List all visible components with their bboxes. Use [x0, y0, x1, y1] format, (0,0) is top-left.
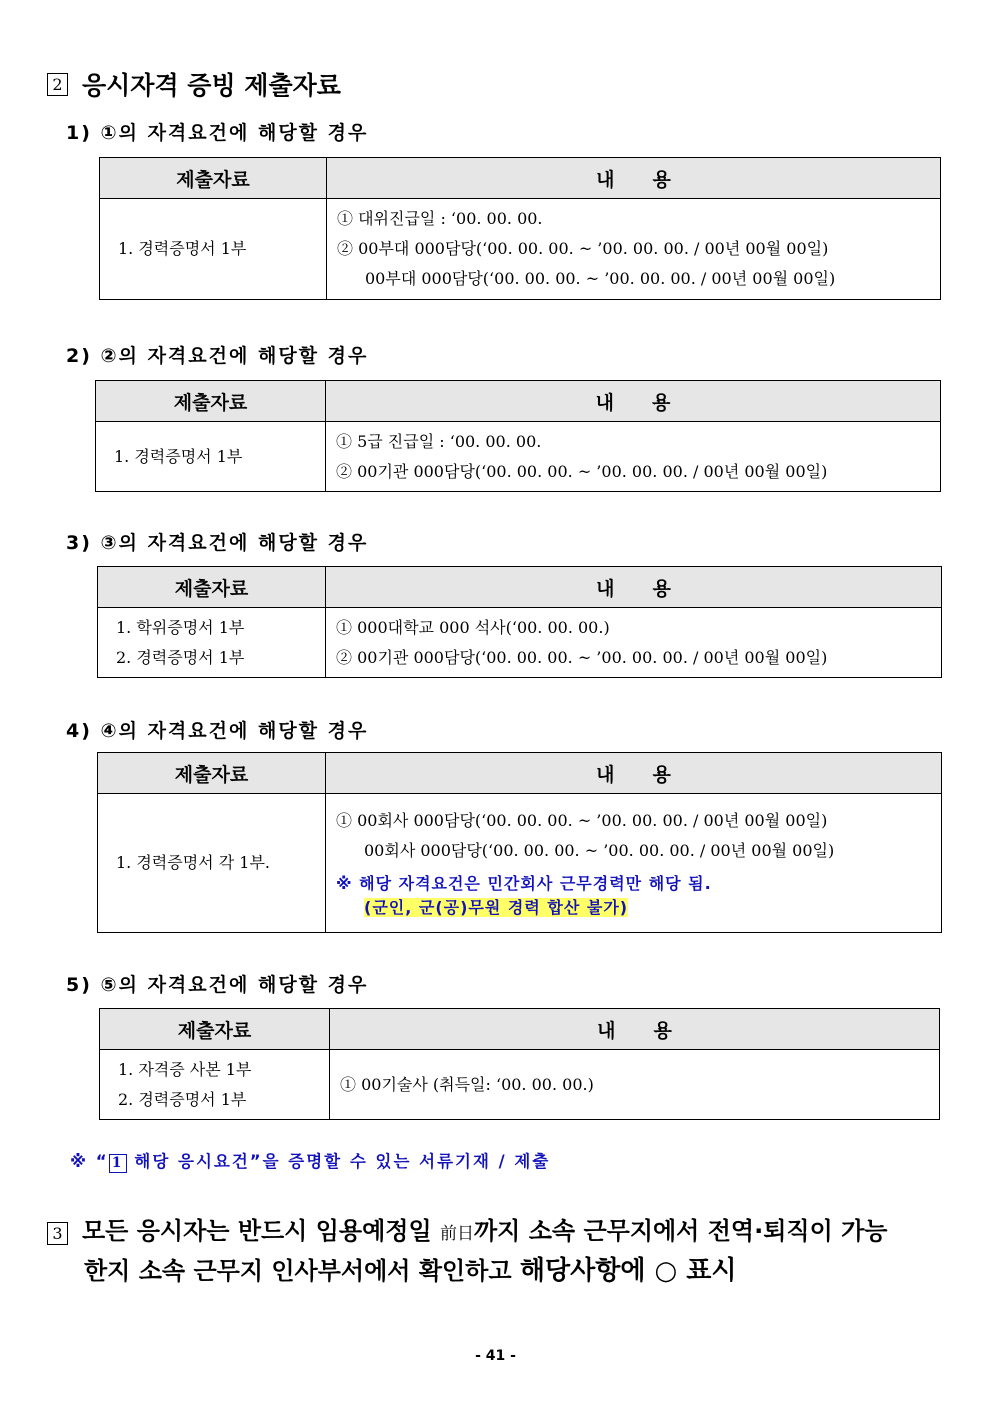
- contents-cell: [330, 1050, 940, 1120]
- contents-cell: [326, 794, 942, 933]
- document-item: 2. 경력증명서 1부: [118, 1089, 247, 1109]
- header-contents: 내 용: [326, 567, 942, 608]
- contents-cell: [327, 199, 941, 300]
- documents-cell: [98, 794, 326, 933]
- header-documents: 제출자료: [100, 158, 327, 199]
- document-item: 1. 경력증명서 1부: [118, 239, 247, 258]
- table-header-row: [100, 158, 941, 199]
- content-line: ① 000대학교 000 석사(‘00. 00. 00.): [336, 617, 610, 637]
- documents-table-4: [97, 752, 942, 933]
- content-line: ① 00회사 000담당(‘00. 00. 00. ~ ’00. 00. 00. / 00년 00월 00일): [336, 811, 828, 830]
- table-header-row: [96, 381, 941, 422]
- hanja-text: 前日: [440, 1224, 474, 1244]
- page-number: - 41 -: [475, 1348, 516, 1364]
- header-documents: 제출자료: [100, 1009, 330, 1050]
- header-documents: 제출자료: [98, 753, 326, 794]
- documents-table-1: [99, 157, 941, 300]
- table-header-row: [100, 1009, 940, 1050]
- footnote: [70, 1148, 550, 1173]
- contents-cell: [326, 422, 941, 492]
- content-line: ① 대위진급일 : ‘00. 00. 00.: [337, 209, 543, 228]
- header-contents: 내 용: [330, 1009, 940, 1050]
- content-line: ① 00기술사 (취득일: ‘00. 00. 00.): [340, 1074, 594, 1094]
- document-item: 2. 경력증명서 1부: [116, 647, 245, 667]
- table-row: [96, 422, 941, 492]
- section-number-box: 3: [47, 1222, 68, 1245]
- content-line: 00회사 000담당(‘00. 00. 00. ~ ’00. 00. 00. / 00년 00월 00일): [364, 841, 835, 860]
- subsection-heading-5: 5) ⑤의 자격요건에 해당할 경우: [66, 974, 369, 996]
- eligibility-note: ※ 해당 자격요건은 민간회사 근무경력만 해당 됨.: [336, 874, 712, 893]
- table-row: [98, 608, 942, 678]
- subsection-heading-3: 3) ③의 자격요건에 해당할 경우: [66, 532, 369, 554]
- documents-cell: [100, 1050, 330, 1120]
- content-line: ① 5급 진급일 : ‘00. 00. 00.: [336, 431, 542, 451]
- highlighted-text: (군인, 군(공)무원 경력 합산 불가): [364, 898, 629, 917]
- header-contents: 내 용: [327, 158, 941, 199]
- documents-cell: [100, 199, 327, 300]
- section-3-text: 모든 응시자는 반드시 임용예정일: [82, 1217, 440, 1245]
- subsection-heading-4: 4) ④의 자격요건에 해당할 경우: [66, 720, 369, 742]
- table-row: [98, 794, 942, 933]
- subsection-heading-2: 2) ②의 자격요건에 해당할 경우: [66, 345, 369, 367]
- document-item: 1. 경력증명서 1부: [114, 446, 243, 466]
- document-item: 1. 자격증 사본 1부: [118, 1059, 252, 1079]
- documents-cell: [96, 422, 326, 492]
- footnote-number-box: 1: [109, 1154, 127, 1173]
- header-contents: 내 용: [326, 753, 942, 794]
- content-line: ② 00기관 000담당(‘00. 00. 00. ~ ’00. 00. 00. / 00년 00월 00일): [336, 461, 828, 481]
- table-row: [100, 1050, 940, 1120]
- footnote-text: 해당 응시요건”을 증명할 수 있는 서류기재 / 제출: [126, 1152, 551, 1171]
- subsection-heading-1: 1) ①의 자격요건에 해당할 경우: [66, 122, 369, 144]
- section-3-emphasis: 해당사항에 ○ 표시: [519, 1256, 737, 1286]
- content-line: 00부대 000담당(‘00. 00. 00. ~ ’00. 00. 00. / 00년 00월 00일): [365, 269, 836, 288]
- content-line: ② 00기관 000담당(‘00. 00. 00. ~ ’00. 00. 00. / 00년 00월 00일): [336, 647, 828, 667]
- documents-table-2: [95, 380, 941, 492]
- documents-table-5: [99, 1008, 940, 1120]
- section-number-box: 2: [47, 73, 68, 96]
- documents-table-3: [97, 566, 942, 678]
- header-documents: 제출자료: [96, 381, 326, 422]
- section-heading: [47, 66, 341, 102]
- table-header-row: [98, 753, 942, 794]
- section-3-text: 한지 소속 근무지 인사부서에서 확인하고: [84, 1257, 520, 1285]
- header-contents: 내 용: [326, 381, 941, 422]
- document-item: 1. 학위증명서 1부: [116, 617, 245, 637]
- section-title: 응시자격 증빙 제출자료: [82, 71, 341, 100]
- section-3-text: 까지 소속 근무지에서 전역·퇴직이 가능: [474, 1217, 888, 1245]
- header-documents: 제출자료: [98, 567, 326, 608]
- table-row: [100, 199, 941, 300]
- document-item: 1. 경력증명서 각 1부.: [116, 853, 270, 872]
- eligibility-note-detail: [336, 896, 931, 920]
- documents-cell: [98, 608, 326, 678]
- section-3-line-2: [84, 1249, 737, 1293]
- table-header-row: [98, 567, 942, 608]
- contents-cell: [326, 608, 942, 678]
- footnote-prefix: ※ “: [70, 1152, 109, 1171]
- content-line: ② 00부대 000담당(‘00. 00. 00. ~ ’00. 00. 00. / 00년 00월 00일): [337, 239, 829, 258]
